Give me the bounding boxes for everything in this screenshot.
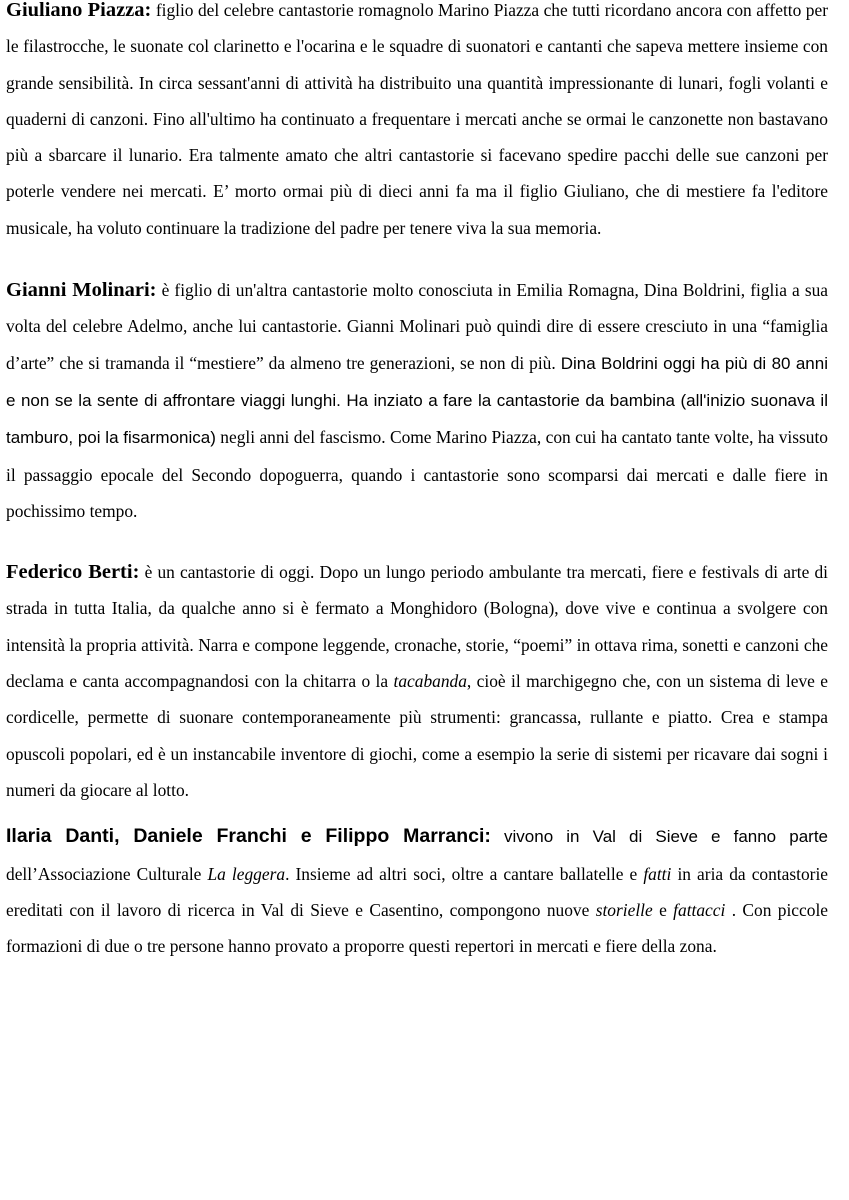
entry-name: Ilaria Danti, Daniele Franchi e Filippo Marranci: — [6, 825, 491, 848]
entry-italic-text: fattacci — [673, 899, 726, 920]
entry-italic-text: tacabanda — [393, 671, 467, 692]
entry-text: Dina Boldrini oggi ha più di 80 anni e non se la sente di affrontare viaggi lunghi. Ha inziato a fare la cantastorie da bambina (all'inizio suonava il tamburo, poi la fisarmonica) — [6, 353, 828, 448]
entry-name-colon: : — [144, 0, 152, 21]
entry-text: è un cantastorie di oggi. Dopo un lungo periodo ambulante tra mercati, fiere e festivals di arte di strada in tutta Italia, da qualche anno si è fermato a Monghidoro (Bologna), dove vive e continua a svolgere con intensità la propria attività. Narra e compone leggende, cronache, storie, “poemi” in ottava rima, sonetti e canzoni che declama e canta accompagnandosi con la chitarra o la — [6, 562, 829, 692]
entry-text: negli anni del fascismo. Come Marino Piazza, con cui ha cantato tante volte, ha vissuto il passaggio epocale del Secondo dopoguerra, quando i cantastorie sono scomparsi dai mercati e dalle fiere in pochissimo tempo. — [6, 427, 828, 521]
paragraph — [6, 554, 828, 808]
entry-text: e — [652, 899, 674, 920]
document-page — [6, 0, 828, 964]
entry-name: Federico Berti: — [6, 561, 140, 584]
entry-name: Gianni Molinari: — [6, 279, 157, 302]
entry-text: è figlio di un'altra cantastorie molto conosciuta in Emilia Romagna, Dina Boldrini, figlia a sua volta del celebre Adelmo, anche lui cantastorie. Gianni Molinari può quindi dire di essere cresciuto in una “famiglia d’arte” che si tramanda il “mestiere” da almeno tre generazioni, se non di più. — [6, 280, 828, 373]
entry-text: . Insieme ad altri soci, oltre a cantare ballatelle e — [285, 863, 644, 884]
entry-text: , cioè il marchigegno che, con un sistema di leve e cordicelle, permette di suonare contemporaneamente più strumenti: grancassa, rullante e piatto. Crea e stampa opuscoli popolari, ed è un instancabile inventore di giochi, come a esempio la serie di sistemi per ricavare dai sogni i numeri da giocare al lotto. — [6, 671, 828, 800]
entry-text: in aria da contastorie ereditati con il lavoro di ricerca in Val di Sieve e Casentino, compongono nuove — [6, 863, 828, 920]
paragraph — [6, 0, 828, 246]
entry-federico-berti — [6, 554, 828, 808]
entry-italic-text: fatti — [643, 863, 672, 884]
entry-italic-text: storielle — [595, 899, 653, 920]
entry-danti-franchi-marranci — [6, 818, 828, 964]
entry-text: . Con piccole formazioni di due o tre persone hanno provato a proporre questi repertori in mercati e fiere della zona. — [6, 899, 828, 957]
entry-text: figlio del celebre cantastorie romagnolo Marino Piazza che tutti ricordano ancora con affetto per le filastrocche, le suonate col clarinetto e l'ocarina e le squadre di suonatori e cantanti che sapeva mettere insieme con grande sensibilità. In circa sessant'anni di attività ha distribuito una quantità impressionante di lunari, fogli volanti e quaderni di canzoni. Fino all'ultimo ha continuato a frequentare i mercati anche se ormai le canzonette non bastavano più a sbarcare il lunario. Era talmente amato che altri cantastorie si facevano spedire pacchi delle sue canzoni per poterle vendere nei mercati. E’ morto ormai più di dieci anni fa ma il figlio Giuliano, che di mestiere fa l'editore musicale, ha voluto continuare la tradizione del padre per tenere viva la sua memoria. — [6, 0, 828, 238]
entry-name: Giuliano Piazza — [6, 0, 145, 21]
entry-italic-text: La leggera — [207, 863, 286, 884]
entry-giuliano-piazza — [6, 0, 828, 246]
paragraph — [6, 818, 828, 964]
entry-text: vivono in Val di Sieve e fanno parte — [490, 827, 828, 847]
entry-gianni-molinari — [6, 272, 828, 529]
entry-text: dell’Associazione Culturale — [6, 863, 208, 884]
paragraph — [6, 272, 828, 529]
